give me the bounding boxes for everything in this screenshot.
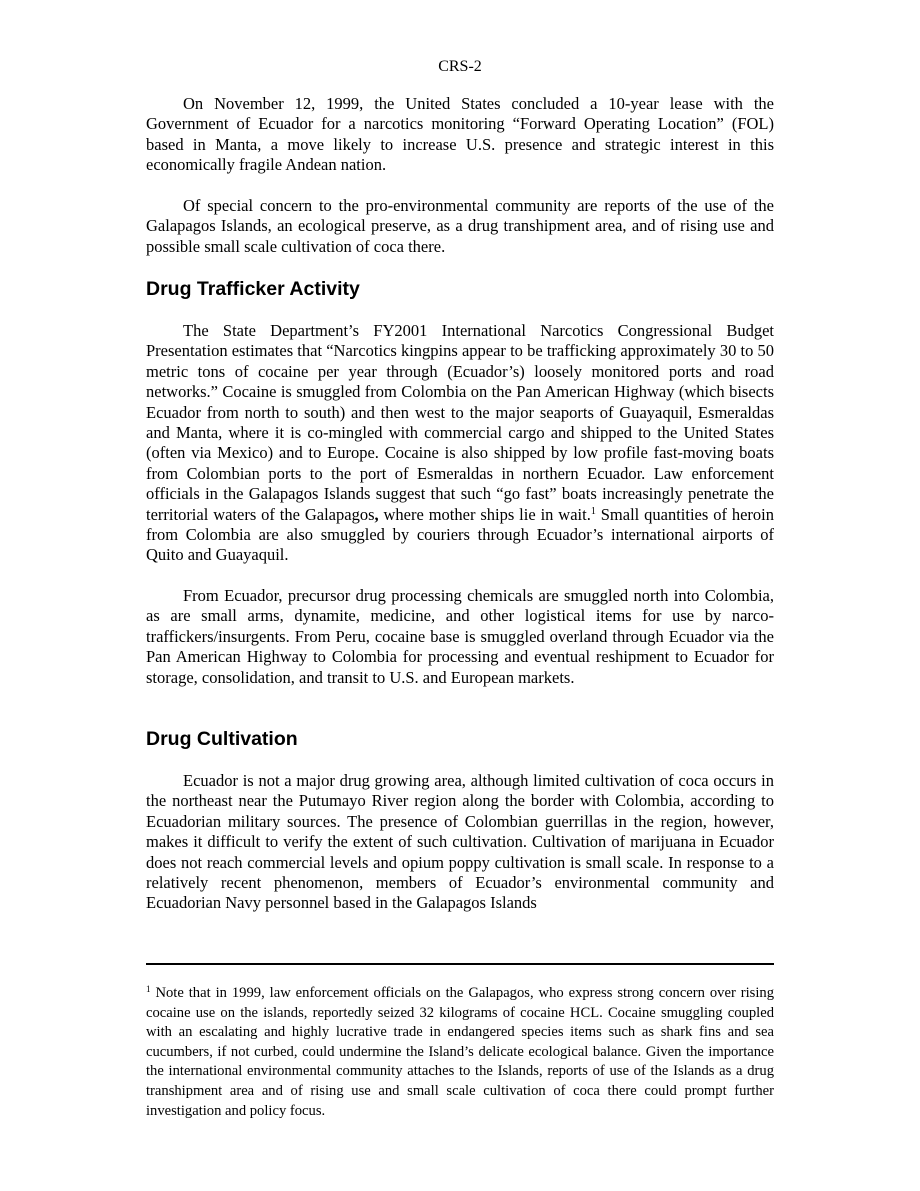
bold-comma: , — [374, 504, 379, 524]
paragraph-text: From Ecuador, precursor drug processing chemicals are smuggled north into Colombia, as are small arms, dynamite, medicine, and other logistical items for use by narco-traffickers/insurgents. From Peru, cocaine base is smuggled overland through Ecuador via the Pan American Highway to Colombia for processing and eventual reshipment to Ecuador for storage, consolidation, and transit to U.S. and European markets. — [146, 586, 774, 687]
footnote-reference[interactable]: 1 — [590, 505, 596, 517]
paragraph-text-part: Small quantities of heroin from Colombia are also smuggled by couriers through Ecuador’s international airports of Quito and Guayaquil. — [146, 504, 774, 565]
paragraph-cultivation — [146, 771, 774, 914]
page-number: CRS-2 — [438, 58, 482, 75]
footnote-marker: 1 — [146, 984, 151, 994]
paragraph-text-part: The State Department’s FY2001 International Narcotics Congressional Budget Presentation estimates that “Narcotics kingpins appear to be trafficking approximately 30 to 50 metric tons of cocaine per year through (Ecuador’s) loosely monitored ports and road networks.” Cocaine is smuggled from Colombia on the Pan American Highway (which bisects Ecuador from north to south) and then west to the major seaports of Guayaquil, Esmeraldas and Manta, where it is co-mingled with commercial cargo and shipped to the United States (often via Mexico) and to Europe. Cocaine is also shipped by low profile fast-moving boats from Colombian ports to the port of Esmeraldas in northern Ecuador. Law enforcement officials in the Galapagos Islands suggest that such “go fast” boats increasingly penetrate the territorial waters of the Galapagos — [146, 321, 774, 524]
footnote-text: Note that in 1999, law enforcement officials on the Galapagos, who express strong concern over rising cocaine use on the islands, reportedly seized 32 kilograms of cocaine HCL. Cocaine smuggling coupled with an escalating and highly lucrative trade in endangered species items such as shark fins and sea cucumbers, if not curbed, could undermine the Island’s delicate ecological balance. Given the importance the international environmental community attaches to the Islands, reports of use of the Islands as a drug transhipment area and of rising use and small scale cultivation of coca there could prompt further investigation and policy focus. — [146, 985, 774, 1119]
footnote — [146, 984, 774, 1121]
heading-drug-trafficker-activity: Drug Trafficker Activity — [146, 278, 360, 300]
heading-drug-cultivation: Drug Cultivation — [146, 728, 298, 750]
footnote-divider — [146, 963, 774, 965]
paragraph-text: Ecuador is not a major drug growing area, although limited cultivation of coca occurs in the northeast near the Putumayo River region along the border with Colombia, according to Ecuadorian military sources. The presence of Colombian guerrillas in the region, however, makes it difficult to verify the extent of such cultivation. Cultivation of marijuana in Ecuador does not reach commercial levels and opium poppy cultivation is small scale. In response to a relatively recent phenomenon, members of Ecuador’s environmental community and Ecuadorian Navy personnel based in the Galapagos Islands — [146, 771, 774, 913]
paragraph-galapagos-concern — [146, 196, 774, 257]
paragraph-precursor-chemicals — [146, 586, 774, 688]
paragraph-text: On November 12, 1999, the United States concluded a 10-year lease with the Government of Ecuador for a narcotics monitoring “Forward Operating Location” (FOL) based in Manta, a move likely to increase U.S. presence and strategic interest in this economically fragile Andean nation. — [146, 94, 774, 175]
paragraph-text — [146, 321, 774, 566]
paragraph-text-part: where mother ships lie in wait. — [378, 504, 591, 524]
paragraph-fol-lease — [146, 94, 774, 176]
paragraph-trafficking-routes — [146, 321, 774, 566]
paragraph-text: Of special concern to the pro-environmental community are reports of the use of the Galapagos Islands, an ecological preserve, as a drug transhipment area, and of rising use and possible small scale cultivation of coca there. — [146, 196, 774, 256]
